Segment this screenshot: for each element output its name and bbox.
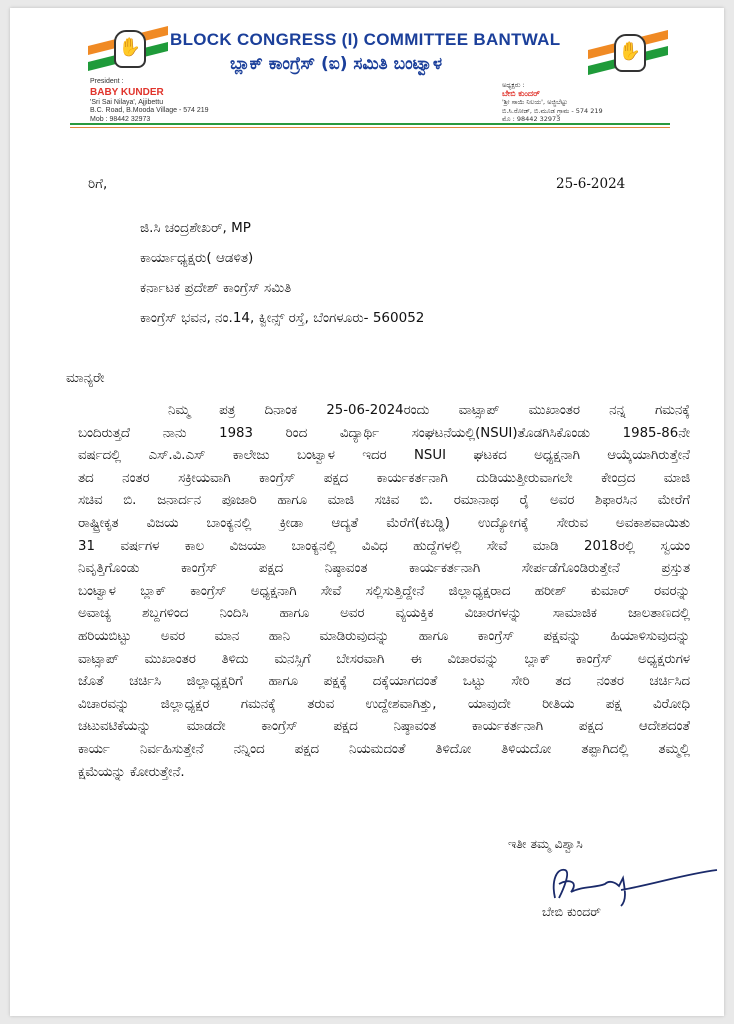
- closing: ಇತೀ ತಮ್ಮ ವಿಶ್ವಾಸಿ: [508, 836, 583, 851]
- address-line: B.C. Road, B.Mooda Village - 574 219: [90, 107, 209, 114]
- letterhead-divider: [70, 127, 670, 128]
- president-role: President :: [90, 78, 124, 85]
- hand-icon: ✋: [614, 34, 646, 72]
- signatory-name: ಬೇಬಿ ಕುಂದರ್: [542, 904, 601, 919]
- body-line: ಜೊತೆ ಚರ್ಚಿಸಿ ಜಿಲ್ಲಾಧ್ಯಕ್ಷರಿಗೆ ಹಾಗೂ ಪಕ್ಷಕ್ಕೆ ದಕ್ಕೆಯಾಗದಂತೆ ಒಟ್ಟು ಸೇರಿ ತದ ನಂತರ ಚರ್ಚಿಸಿದ: [78, 674, 690, 690]
- president-role: ಅಧ್ಯಕ್ಷರು :: [502, 81, 525, 89]
- address-line: ಕಾಂಗ್ರೆಸ್ ಭವನ, ನಂ.14, ಕ್ವೀನ್ಸ್ ರಸ್ತೆ, ಬೆಂಗಳೂರು- 560052: [140, 310, 425, 326]
- mobile-number: Mob : 98442 32973: [90, 115, 151, 123]
- address-line: ಜಿ.ಸಿ ಚಂದ್ರಶೇಖರ್, MP: [140, 220, 251, 236]
- hand-icon: ✋: [114, 30, 146, 68]
- address-line: ಬಿ.ಸಿ.ರೋಡ್, ಬಿ.ಮೂಡ ಗ್ರಾಮ - 574 219: [502, 106, 603, 115]
- body-line: ಚಟುವಟಿಕೆಯನ್ನು ಮಾಡದೇ ಕಾಂಗ್ರೆಸ್ ಪಕ್ಷದ ನಿಷ್ಠಾವಂತ ಕಾರ್ಯಕರ್ತನಾಗಿ ಪಕ್ಷದ ಆದೇಶದಂತೆ: [78, 719, 690, 735]
- body-line: ವಿಚಾರವನ್ನು ಜಿಲ್ಲಾಧ್ಯಕ್ಷರ ಗಮನಕ್ಕೆ ತರುವ ಉದ್ದೇಶವಾಗಿತ್ತು, ಯಾವುದೇ ರೀತಿಯ ಪಕ್ಷ ವಿರೋಧಿ: [78, 696, 690, 712]
- address-line: 'ಶ್ರೀ ಸಾಯಿ ನಿಲಯ', ಅಜ್ಜಿಬೆಟ್ಟು: [502, 98, 568, 106]
- body-line: ವರ್ಷದಲ್ಲಿ ಎಸ್.ವಿ.ಎಸ್ ಕಾಲೇಜು ಬಂಟ್ವಾಳ ಇದರ NSUI ಘಟಕದ ಅಧ್ಯಕ್ಷನಾಗಿ ಆಯ್ಕೆಯಾಗಿರುತ್ತೇನೆ: [78, 448, 690, 464]
- body-line: ತದ ನಂತರ ಸಕ್ರೀಯವಾಗಿ ಕಾಂಗ್ರೆಸ್ ಪಕ್ಷದ ಕಾರ್ಯಕರ್ತನಾಗಿ ದುಡಿಯುತ್ತೀರುವಾಗಲೇ ಕೇಂದ್ರದ ಮಾಜಿ: [78, 470, 690, 486]
- body-line: ಬಂಟ್ವಾಳ ಬ್ಲಾಕ್ ಕಾಂಗ್ರೆಸ್ ಅಧ್ಯಕ್ಷನಾಗಿ ಸೇವೆ ಸಲ್ಲಿಸುತ್ತಿದ್ದೇನೆ ಜಿಲ್ಲಾಧ್ಯಕ್ಷರಾದ ಹರೀಶ್ ಕುಮಾರ್ ರವರನ್ನು: [78, 583, 690, 599]
- letter-date: 25-6-2024: [556, 176, 626, 192]
- body-line: ಕ್ಷಮೆಯನ್ನು ಕೋರುತ್ತೇನೆ.: [78, 764, 185, 780]
- president-details-en: [90, 78, 209, 124]
- address-line: ಕಾರ್ಯಾಧ್ಯಕ್ಷರು( ಆಡಳಿತ): [140, 250, 254, 266]
- body-line: ಸಚಿವ ಬಿ. ಜನಾರ್ದನ ಪೂಜಾರಿ ಹಾಗೂ ಮಾಜಿ ಸಚಿವ ಬಿ. ರಮಾನಾಥ ರೈ ಅವರ ಶಿಫಾರಸಿನ ಮೇರೆಗೆ: [78, 493, 690, 509]
- letterhead-divider: [70, 123, 670, 125]
- body-line: ನಿಮ್ಮ ಪತ್ರ ದಿನಾಂಕ 25-06-2024ರಂದು ವಾಟ್ಸಾಪ್ ಮುಖಾಂತರ ನನ್ನ ಗಮನಕ್ಕೆ: [168, 403, 690, 418]
- president-details-kn: [502, 81, 603, 124]
- address-line: ಕರ್ನಾಟಕ ಪ್ರದೇಶ್ ಕಾಂಗ್ರೆಸ್ ಸಮಿತಿ: [140, 280, 292, 296]
- letterhead-title-kn: ಬ್ಲಾಕ್ ಕಾಂಗ್ರೆಸ್ (ಐ) ಸಮಿತಿ ಬಂಟ್ವಾಳ: [230, 54, 443, 74]
- body-line: ವಾಟ್ಸಾಪ್ ಮುಖಾಂತರ ತಿಳಿದು ಮನಸ್ಸಿಗೆ ಬೇಸರವಾಗಿ ಈ ವಿಚಾರವನ್ನು ಬ್ಲಾಕ್ ಕಾಂಗ್ರೆಸ್ ಅಧ್ಯಕ್ಷರುಗಳ: [78, 651, 690, 667]
- recipient-label: ರಿಗೆ,: [88, 176, 108, 192]
- mobile-number: ಮೊ : 98442 32973: [502, 115, 561, 123]
- president-name: BABY KUNDER: [90, 86, 164, 98]
- body-line: 31 ವರ್ಷಗಳ ಕಾಲ ವಿಜಯಾ ಬಾಂಕ್ಯನಲ್ಲಿ ವಿವಿಧ ಹುದ್ದೆಗಳಲ್ಲಿ ಸೇವೆ ಮಾಡಿ 2018ರಲ್ಲಿ ಸ್ವಯಂ: [78, 538, 690, 554]
- letter-body: [78, 400, 690, 784]
- body-line: ನಿವೃತ್ತಿಗೊಂಡು ಕಾಂಗ್ರೆಸ್ ಪಕ್ಷದ ನಿಷ್ಠಾವಂತ ಕಾರ್ಯಕರ್ತನಾಗಿ ಸೇರ್ಪಡೆಗೊಂಡಿರುತ್ತೇನೆ ಪ್ರಸ್ತುತ: [78, 561, 690, 577]
- salutation: ಮಾನ್ಯರೇ: [66, 370, 105, 386]
- letter-page: [10, 8, 724, 1016]
- body-line: ಹರಿಯಬಿಟ್ಟು ಅವರ ಮಾನ ಹಾನಿ ಮಾಡಿರುವುದನ್ನು ಹಾಗೂ ಕಾಂಗ್ರೆಸ್ ಪಕ್ಷವನ್ನು ಹಿಯಾಳಿಸುವುದನ್ನು: [78, 628, 690, 644]
- body-line: ಕಾರ್ಯ ನಿರ್ವಹಿಸುತ್ತೇನೆ ನನ್ನಿಂದ ಪಕ್ಷದ ನಿಯಮದಂತೆ ತಿಳಿದೋ ತಿಳಿಯದೋ ತಪ್ಪಾಗಿದಲ್ಲಿ ತಮ್ಮಲ್ಲಿ: [78, 741, 690, 757]
- signature: [535, 860, 725, 910]
- letterhead-title-en: BLOCK CONGRESS (I) COMMITTEE BANTWAL: [170, 30, 561, 49]
- congress-flag-logo-left: [88, 28, 168, 68]
- congress-flag-logo-right: [588, 32, 668, 72]
- body-line: ರಾಷ್ಟ್ರೀಕೃತ ವಿಜಯ ಬಾಂಕ್ಯನಲ್ಲಿ ಕ್ರೀಡಾ ಆದ್ಯತೆ ಮೆರೆಗೆ(ಕಬಡ್ಡಿ) ಉದ್ಯೋಗಕ್ಕೆ ಸೇರುವ ಅವಕಾಶವಾಯಿತು: [78, 515, 690, 531]
- body-line: ಬಂದಿರುತ್ತದೆ ನಾನು 1983 ರಿಂದ ವಿದ್ಯಾರ್ಥಿ ಸಂಘಟನೆಯಲ್ಲಿ(NSUI)ತೊಡಗಿಸಿಕೊಂಡು 1985-86ನೇ: [78, 425, 690, 441]
- president-name: ಬೇಬಿ ಕುಂದರ್: [502, 88, 540, 98]
- body-line: ಅವಾಚ್ಯ ಶಬ್ದಗಳಿಂದ ನಿಂದಿಸಿ ಹಾಗೂ ಅವರ ವ್ಯಯಕ್ತಿಕ ವಿಚಾರಗಳನ್ನು ಸಾಮಾಜಿಕ ಜಾಲತಾಣದಲ್ಲಿ: [78, 606, 690, 622]
- address-line: 'Sri Sai Nilaya', Ajjibettu: [90, 98, 164, 106]
